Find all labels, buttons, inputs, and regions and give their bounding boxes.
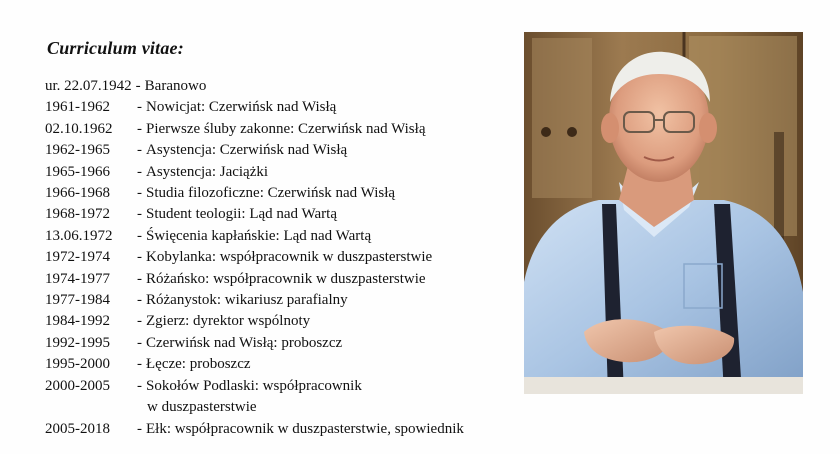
cv-entry-continuation (45, 397, 464, 418)
cv-entry-text-continuation: w duszpasterstwie (147, 399, 257, 416)
cv-entry-date: 1968-1972 (45, 206, 110, 223)
cv-entry-date: 2005-2018 (45, 420, 110, 437)
cv-entry-text: Różańsko: współpracownik w duszpasterstwie (146, 270, 426, 287)
cv-entry-separator: - (137, 292, 142, 309)
cv-entry (45, 226, 464, 247)
cv-entry-text: Sokołów Podlaski: współpracownik (146, 377, 362, 394)
cv-entry-separator: - (137, 206, 142, 223)
cv-entry-date: 2000-2005 (45, 377, 110, 394)
cv-entry (45, 97, 464, 118)
cv-entry (45, 290, 464, 311)
cv-entry-date: ur. 22.07.1942 (45, 78, 132, 94)
cv-entry-date: 1977-1984 (45, 292, 110, 309)
cv-entry-separator: - (137, 120, 142, 137)
cv-entry-text: Pierwsze śluby zakonne: Czerwińsk nad Wisłą (146, 120, 426, 137)
cv-entry-date: 1961-1962 (45, 99, 110, 116)
cv-entry-date: 1972-1974 (45, 249, 110, 266)
cv-entry-text: Kobylanka: współpracownik w duszpasterstwie (146, 249, 433, 266)
cv-title: Curriculum vitae: (47, 38, 184, 58)
cv-entry-text: Studia filozoficzne: Czerwińsk nad Wisłą (146, 185, 396, 202)
cv-entry-separator: - (137, 185, 142, 202)
cv-entry (45, 162, 464, 183)
cv-list (45, 76, 464, 440)
cv-entry-separator: - (137, 334, 142, 351)
cv-entry-date: 1984-1992 (45, 313, 110, 330)
cv-entry-date: 1992-1995 (45, 334, 110, 351)
cv-entry-date: 1995-2000 (45, 356, 110, 373)
cv-entry-text: Asystencja: Jaciążki (146, 163, 269, 180)
cv-entry-text: Asystencja: Czerwińsk nad Wisłą (146, 142, 348, 159)
cv-entry-separator: - (137, 377, 142, 394)
cv-entry-text: Łęcze: proboszcz (146, 356, 251, 373)
cv-entry (45, 119, 464, 140)
cv-entry-separator: - (135, 78, 141, 94)
cv-entry (45, 269, 464, 290)
cv-entry-text: Zgierz: dyrektor wspólnoty (146, 313, 311, 330)
cv-entry-separator: - (137, 313, 142, 330)
portrait-photo (524, 32, 803, 394)
cv-entry-text: Czerwińsk nad Wisłą: proboszcz (146, 334, 343, 351)
cv-entry-text: Nowicjat: Czerwińsk nad Wisłą (146, 99, 337, 116)
cv-entry (45, 333, 464, 354)
cv-entry (45, 140, 464, 161)
cv-entry (45, 354, 464, 375)
cv-entry-date: 13.06.1972 (45, 227, 113, 244)
cv-entry (45, 419, 464, 440)
cv-entry (45, 247, 464, 268)
cv-entry-separator: - (137, 270, 142, 287)
portrait-illustration (524, 32, 803, 394)
cv-entry-separator: - (137, 163, 142, 180)
cv-entry-text: Święcenia kapłańskie: Ląd nad Wartą (146, 227, 372, 244)
cv-entry-separator: - (137, 99, 142, 116)
cv-entry-text: Ełk: współpracownik w duszpasterstwie, spowiednik (146, 420, 464, 437)
cv-entry-separator: - (137, 420, 142, 437)
cv-entry-date: 1962-1965 (45, 142, 110, 159)
cv-entry-date: 1965-1966 (45, 163, 110, 180)
cv-entry-text: Różanystok: wikariusz parafialny (146, 292, 348, 309)
cv-entry-text: Baranowo (144, 78, 207, 94)
cv-entry-separator: - (137, 249, 142, 266)
cv-entry (45, 76, 464, 97)
cv-entry-separator: - (137, 227, 142, 244)
cv-entry (45, 376, 464, 397)
cv-entry-date: 1966-1968 (45, 185, 110, 202)
cv-entry (45, 183, 464, 204)
cv-entry-separator: - (137, 142, 142, 159)
cv-entry (45, 311, 464, 332)
cv-entry (45, 204, 464, 225)
cv-entry-text: Student teologii: Ląd nad Wartą (146, 206, 337, 223)
cv-entry-date: 1974-1977 (45, 270, 110, 287)
cv-entry-date: 02.10.1962 (45, 120, 113, 137)
cv-entry-separator: - (137, 356, 142, 373)
